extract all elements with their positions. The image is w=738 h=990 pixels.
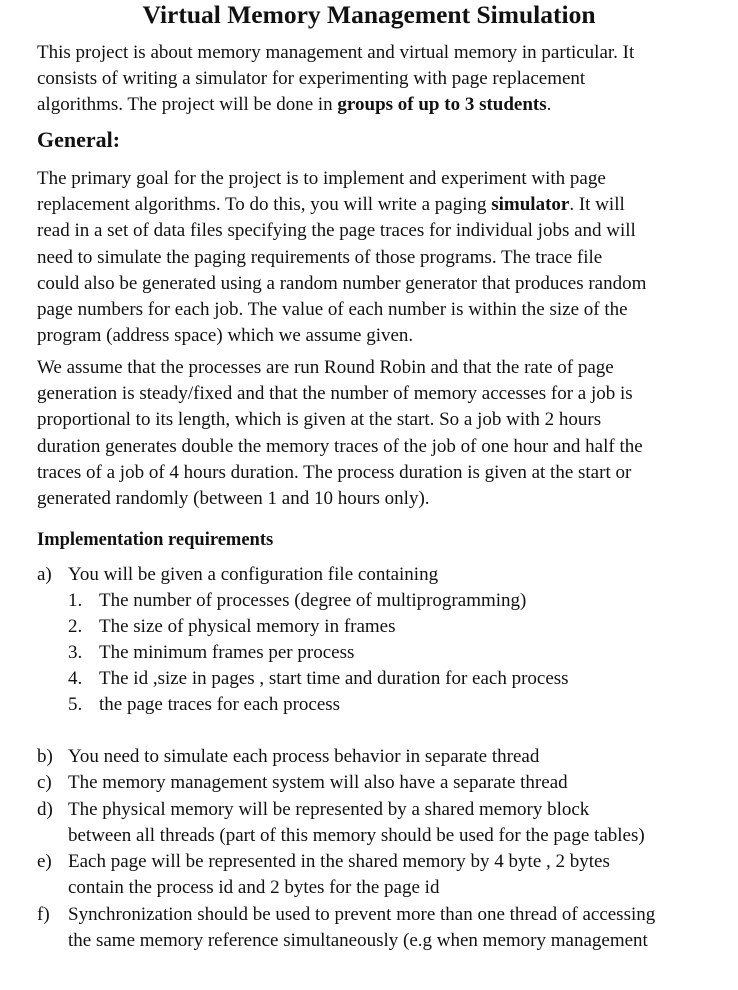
general-line-2-start: replacement algorithms. To do this, you will write a paging <box>37 194 492 216</box>
assumption-paragraph <box>37 355 737 512</box>
requirement-marker: f) <box>37 904 50 925</box>
intro-line-1: This project is about memory management and virtual memory in particular. It <box>37 42 635 63</box>
assume-line-5: traces of a job of 4 hours duration. The process duration is given at the start or <box>37 461 632 483</box>
general-heading: General: <box>37 127 121 152</box>
group-size-emphasis: groups of up to 3 students <box>337 94 547 116</box>
requirement-text-line-1: Each page will be represented in the shared memory by 4 byte , 2 bytes <box>68 851 610 872</box>
requirement-text: The memory management system will also have a separate thread <box>68 772 568 793</box>
requirement-d-continuation: between all threads (part of this memory should be used for the page tables) <box>68 825 645 846</box>
requirement-text: You will be given a configuration file containing <box>68 564 439 585</box>
general-line-4: need to simulate the paging requirements of those programs. The trace file <box>37 246 603 268</box>
general-paragraph <box>37 166 737 349</box>
requirement-text: You need to simulate each process behavior in separate thread <box>68 746 540 767</box>
config-item-text: The number of processes (degree of multiprogramming) <box>99 590 527 611</box>
requirement-text-line-1: Synchronization should be used to prevent more than one thread of accessing <box>68 904 656 925</box>
implementation-heading: Implementation requirements <box>37 530 274 550</box>
config-item-text: The id ,size in pages , start time and duration for each process <box>99 668 569 689</box>
general-line-7: program (address space) which we assume given. <box>37 325 414 347</box>
intro-line-3-start: algorithms. The project will be done in <box>37 94 338 116</box>
general-line-3: read in a set of data files specifying the page traces for individual jobs and will <box>37 220 636 242</box>
config-item-marker: 4. <box>68 668 83 689</box>
assume-line-2: generation is steady/fixed and that the number of memory accesses for a job is <box>37 383 633 405</box>
requirement-f-continuation: the same memory reference simultaneously (e.g when memory management <box>68 930 648 951</box>
requirement-marker: d) <box>37 799 53 820</box>
general-line-2-end: . It will <box>569 194 625 216</box>
config-item-text: the page traces for each process <box>99 694 341 715</box>
intro-paragraph <box>37 40 737 119</box>
requirement-marker: b) <box>37 746 53 767</box>
config-item-marker: 1. <box>68 590 83 611</box>
requirement-e-continuation: contain the process id and 2 bytes for the page id <box>68 877 440 898</box>
simulator-emphasis: simulator <box>491 194 570 216</box>
config-item-marker: 5. <box>68 694 83 715</box>
requirement-text-line-1: The physical memory will be represented by a shared memory block <box>68 799 590 820</box>
assume-line-1: We assume that the processes are run Round Robin and that the rate of page <box>37 357 614 378</box>
document-title: Virtual Memory Management Simulation <box>142 0 596 29</box>
general-line-5: could also be generated using a random number generator that produces random <box>37 272 647 294</box>
intro-line-3 <box>37 92 737 118</box>
config-item-text: The minimum frames per process <box>99 642 355 663</box>
general-line-1: The primary goal for the project is to implement and experiment with page <box>37 168 606 189</box>
intro-line-2: consists of writing a simulator for experimenting with page replacement <box>37 68 586 90</box>
assume-line-4: duration generates double the memory traces of the job of one hour and half the <box>37 435 643 457</box>
assume-line-3: proportional to its length, which is given at the start. So a job with 2 hours <box>37 409 602 431</box>
config-item-text: The size of physical memory in frames <box>99 616 396 637</box>
assume-line-6: generated randomly (between 1 and 10 hours only). <box>37 488 430 510</box>
intro-line-3-end: . <box>546 94 552 116</box>
requirement-marker: a) <box>37 564 52 585</box>
config-item-marker: 2. <box>68 616 83 637</box>
config-item-marker: 3. <box>68 642 83 663</box>
general-line-6: page numbers for each job. The value of each number is within the size of the <box>37 299 628 321</box>
requirement-marker: e) <box>37 851 52 872</box>
general-line-2 <box>37 192 737 218</box>
requirement-marker: c) <box>37 772 52 793</box>
